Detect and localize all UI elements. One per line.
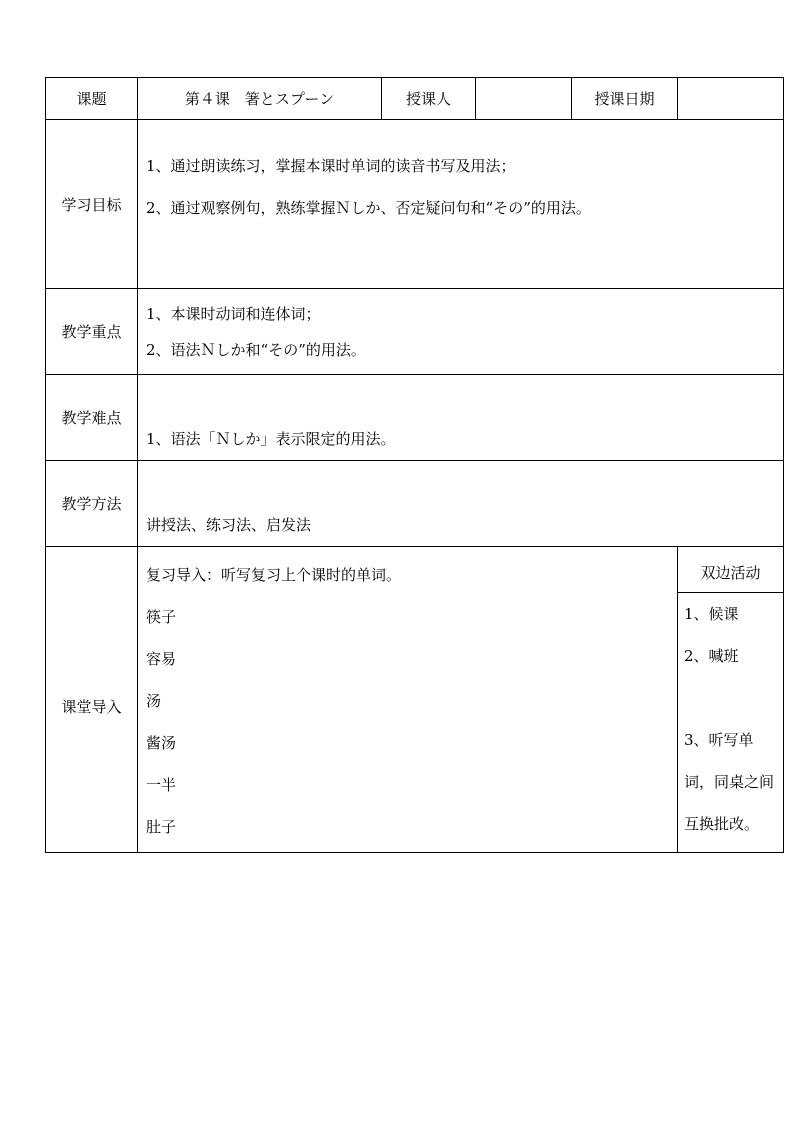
activity-item — [684, 677, 783, 719]
intro-label: 课堂导入 — [46, 547, 138, 853]
methods-text: 讲授法、练习法、启发法 — [146, 516, 312, 534]
methods-content — [138, 461, 784, 547]
goal-item: 1、通过朗读练习，掌握本课时单词的读音书写及用法； — [146, 157, 516, 175]
activities-header: 双边活动 — [678, 555, 783, 593]
lesson-plan-table — [45, 77, 784, 853]
intro-row — [46, 547, 784, 853]
intro-line: 容易 — [146, 649, 177, 668]
difficulty-item: 1、语法「Ｎしか」表示限定的用法。 — [146, 430, 396, 448]
intro-line: 筷子 — [146, 607, 177, 626]
key-point-item: 1、本课时动词和连体词； — [146, 304, 321, 323]
goals-row — [46, 120, 784, 289]
key-points-content — [138, 289, 784, 375]
topic-value: 第４课 箸とスプーン — [138, 78, 382, 120]
key-point-item: 2、语法Ｎしか和“その”的用法。 — [146, 340, 366, 359]
activity-item: 2、喊班 — [684, 646, 739, 665]
difficulties-label: 教学难点 — [46, 375, 138, 461]
date-label: 授课日期 — [572, 78, 678, 120]
goal-item: 2、通过观察例句，熟练掌握Ｎしか、否定疑问句和“その”的用法。 — [146, 199, 591, 217]
intro-content — [138, 547, 678, 853]
key-points-label: 教学重点 — [46, 289, 138, 375]
methods-row — [46, 461, 784, 547]
date-value — [678, 78, 784, 120]
teacher-value — [476, 78, 572, 120]
teacher-label: 授课人 — [382, 78, 476, 120]
activities-list — [678, 593, 783, 845]
activity-item: 1、候课 — [684, 604, 739, 623]
intro-line: 一半 — [146, 775, 177, 794]
intro-line: 汤 — [146, 691, 162, 710]
activity-item: 3、听写单词，同桌之间互换批改。 — [684, 730, 775, 833]
key-points-row — [46, 289, 784, 375]
topic-label: 课题 — [46, 78, 138, 120]
methods-label: 教学方法 — [46, 461, 138, 547]
intro-line: 肚子 — [146, 817, 177, 836]
intro-line: 复习导入：听写复习上个课时的单词。 — [146, 565, 402, 584]
intro-line: 酱汤 — [146, 733, 177, 752]
goals-content — [138, 120, 784, 289]
difficulties-row — [46, 375, 784, 461]
activities-cell — [678, 547, 784, 853]
header-row — [46, 78, 784, 120]
difficulties-content — [138, 375, 784, 461]
goals-label: 学习目标 — [46, 120, 138, 289]
